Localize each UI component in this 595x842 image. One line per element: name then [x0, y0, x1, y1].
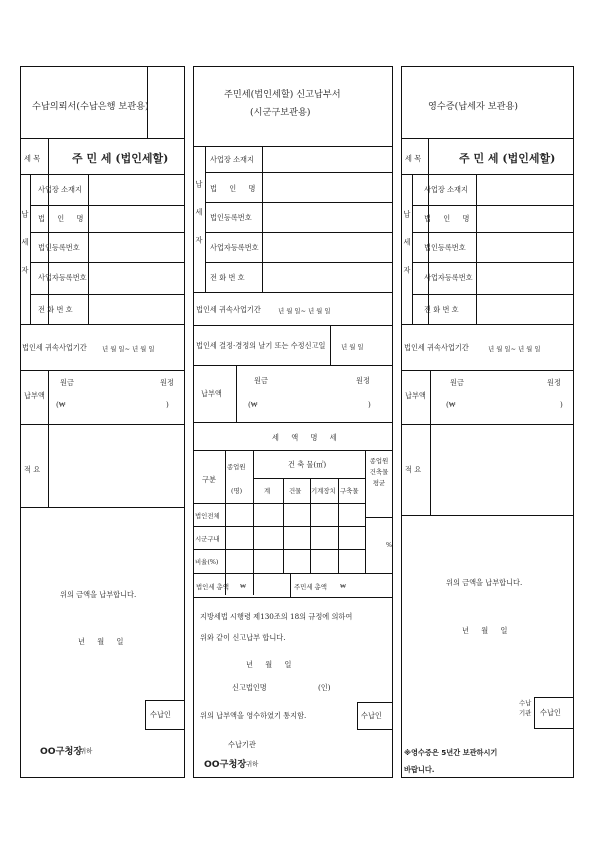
middle-period-value: 년 월 일~ 년 월 일: [278, 307, 331, 315]
middle-period-label: 법인세 귀속사업기간: [196, 305, 261, 314]
middle-corp-reg-no-label: 법인등록번호: [210, 213, 252, 222]
right-amount-won1: 원금: [450, 378, 464, 387]
left-tax-item-value: 주 민 세 (법인세할): [72, 152, 169, 165]
middle-resident-tax-total-label: 주민세 총액: [294, 583, 327, 591]
middle-business-address-label: 사업장 소재지: [210, 155, 254, 164]
right-business-address-label: 사업장 소재지: [424, 185, 468, 194]
right-form: [401, 66, 574, 778]
left-biz-reg-no-label: 사업자등록번호: [38, 273, 87, 282]
middle-col-sub-structure: 구축물: [340, 487, 359, 495]
middle-title-2: (시군구보관용): [250, 107, 311, 118]
right-tax-item-label: 세 목: [405, 154, 422, 163]
left-summary-label: 적 요: [24, 465, 41, 474]
middle-col-ratio: 종업원 건축물 평균: [369, 457, 389, 487]
middle-col-sub-machine: 기계장치: [311, 487, 336, 495]
middle-body-line2: 위와 같이 신고납부 합니다.: [200, 633, 286, 642]
left-form: [20, 66, 185, 778]
left-addressee: OO구청장: [40, 746, 83, 757]
left-amount-label: 납부액: [24, 391, 45, 400]
left-form-title: 수납의뢰서(수납은행 보관용): [32, 101, 149, 112]
right-footnote-line1: ※영수증은 5년간 보관하시기: [404, 748, 498, 757]
right-summary-label: 적 요: [405, 465, 422, 474]
right-corp-name-label: 법 인 명: [424, 214, 475, 223]
right-amount-won2: 원정: [547, 378, 561, 387]
right-biz-reg-no-label: 사업자등록번호: [424, 273, 473, 282]
left-phone-label: 전 화 번 호: [38, 305, 73, 314]
left-tax-item-label: 세 목: [24, 154, 41, 163]
middle-col-building-area: 건 축 물(㎡): [288, 460, 327, 469]
right-amount-close: ): [560, 400, 563, 409]
middle-biz-reg-no-label: 사업자등록번호: [210, 243, 259, 252]
middle-agency-label: 수납기관: [228, 740, 256, 749]
middle-amount-label: 납부액: [201, 389, 222, 398]
right-tax-item-value: 주 민 세 (법인세할): [459, 152, 556, 165]
right-period-value: 년 월 일~ 년 월 일: [488, 345, 541, 353]
middle-notice-text: 위의 납부액을 영수하였기 통지함.: [200, 711, 307, 720]
middle-details-title: 세 액 명 세: [272, 433, 342, 442]
middle-amount-won2: 원정: [356, 376, 370, 385]
left-period-label: 법인세 귀속사업기간: [22, 343, 87, 352]
middle-addressee: OO구청장: [204, 759, 247, 770]
left-stamp-label: 수납인: [150, 710, 171, 719]
middle-col-sub-building: 건물: [289, 487, 302, 495]
middle-addressee-suffix: 귀하: [246, 760, 259, 768]
middle-ratio-side-mark: %: [386, 541, 393, 549]
middle-col-category: 구분: [202, 475, 216, 484]
right-footnote-line2: 바랍니다.: [404, 765, 435, 774]
middle-amount-close: ): [368, 400, 371, 409]
right-stamp-label: 수납인: [540, 708, 561, 717]
right-form-title: 영수증(납세자 보관용): [428, 101, 518, 112]
middle-col-employees-1: 종업원: [227, 463, 246, 471]
left-corp-reg-no-label: 법인등록번호: [38, 243, 80, 252]
middle-corp-name-label: 법 인 명: [210, 184, 261, 193]
middle-decision-label: 법인세 결정·경정의 날기 또는 수정신고일: [196, 341, 326, 350]
left-addressee-suffix: 귀하: [80, 747, 93, 755]
middle-row-total-corp: 법인전체: [195, 512, 220, 520]
left-period-value: 년 월 일~ 년 월 일: [102, 345, 155, 353]
middle-phone-label: 전 화 번 호: [210, 273, 245, 282]
middle-seal-mark: (인): [318, 683, 331, 692]
right-amount-label: 납부액: [405, 391, 426, 400]
middle-amount-currency: (₩: [248, 400, 258, 409]
left-amount-currency: (₩: [56, 400, 66, 409]
middle-col-sub-total: 계: [264, 487, 271, 495]
middle-amount-won1: 원금: [254, 376, 268, 385]
middle-decision-value: 년 월 일: [341, 343, 364, 351]
middle-reporter-label: 신고법인명: [232, 683, 267, 692]
right-phone-label: 전 화 번 호: [424, 305, 459, 314]
left-amount-close: ): [166, 400, 169, 409]
left-receipt-text: 위의 금액을 납부합니다.: [60, 590, 137, 599]
middle-row-ratio: 비율(%): [195, 558, 219, 566]
middle-resident-tax-total-value: ₩: [340, 582, 347, 590]
right-taxpayer-label: 납 세 자: [403, 210, 412, 280]
left-business-address-label: 사업장 소재지: [38, 185, 82, 194]
middle-stamp-label: 수납인: [361, 711, 382, 720]
middle-col-employees-2: (명): [231, 487, 243, 495]
right-amount-currency: (₩: [446, 400, 456, 409]
middle-taxpayer-label: 납 세 자: [195, 180, 204, 250]
right-receipt-text: 위의 금액을 납부합니다.: [446, 578, 523, 587]
left-date-text: 년 월 일: [78, 637, 129, 646]
left-amount-won2: 원정: [160, 378, 174, 387]
middle-body-line1: 지방세법 시행령 제130조의 18의 규정에 의하여: [200, 612, 353, 621]
middle-corp-tax-total-label: 법인세 총액: [196, 583, 229, 591]
middle-date-text: 년 월 일: [246, 660, 297, 669]
right-agency-label: 수납기관: [519, 699, 532, 717]
middle-title-1: 주민세(법인세할) 신고납부서: [224, 89, 341, 100]
middle-corp-tax-total-value: ₩: [240, 582, 247, 590]
middle-row-local: 시군구내: [195, 535, 220, 543]
right-date-text: 년 월 일: [462, 626, 513, 635]
right-period-label: 법인세 귀속사업기간: [404, 343, 469, 352]
left-corp-name-label: 법 인 명: [38, 214, 89, 223]
left-amount-won1: 원금: [60, 378, 74, 387]
left-taxpayer-label: 납 세 자: [21, 210, 30, 280]
right-corp-reg-no-label: 법인등록번호: [424, 243, 466, 252]
